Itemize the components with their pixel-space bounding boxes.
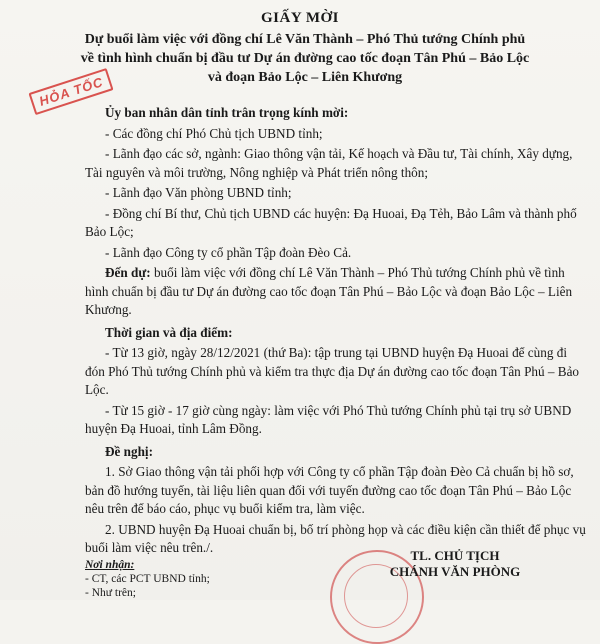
- signature-line: CHÁNH VĂN PHÒNG: [389, 564, 521, 579]
- den-du-label: Đến dự:: [105, 265, 151, 280]
- subtitle-line: về tình hình chuẩn bị đầu tư Dự án đường cao tốc đoạn Tân Phú – Bảo Lộc: [80, 51, 530, 66]
- request-item: 1. Sở Giao thông vận tải phối hợp với Công ty cổ phần Tập đoàn Đèo Cả chuẩn bị hồ sơ, bản đồ hướng tuyến, tài liệu liên quan đối với tuyến đường cao tốc đoạn Tân Phú – Bảo Lộc nêu trên để báo cáo, phục vụ buổi kiểm tra, làm việc.: [85, 464, 574, 516]
- urgent-stamp: HỎA TỐC: [28, 68, 114, 115]
- document-subtitle: [60, 30, 550, 87]
- document-title: GIẤY MỜI: [260, 10, 340, 26]
- recipient-item: - Như trên;: [85, 587, 136, 599]
- invitee-item: - Đồng chí Bí thư, Chủ tịch UBND các huyện: Đạ Huoai, Đạ Tẻh, Bảo Lâm và thành phố Bảo Lộc;: [85, 205, 577, 239]
- document-body: [85, 104, 590, 560]
- request-item: 2. UBND huyện Đạ Huoai chuẩn bị, bố trí phòng họp và các điều kiện cần thiết để phục vụ buổi làm việc nêu trên./.: [85, 521, 586, 555]
- invitee-item: - Lãnh đạo Công ty cổ phần Tập đoàn Đèo Cả.: [105, 244, 352, 260]
- den-du-text: buổi làm việc với đồng chí Lê Văn Thành – Phó Thủ tướng Chính phủ về tình hình chuẩn bị đầu tư Dự án đường cao tốc đoạn Tân Phú – Bảo Lộc và đoạn Bảo Lộc – Liên Khương.: [85, 265, 573, 317]
- recipients-block: [85, 558, 335, 600]
- den-du-paragraph: [85, 264, 590, 320]
- recipient-item: - CT, các PCT UBND tỉnh;: [85, 573, 210, 585]
- invitee-item: - Lãnh đạo các sở, ngành: Giao thông vận tải, Kế hoạch và Đầu tư, Tài chính, Xây dựng, Tài nguyên và môi trường, Nông nghiệp và Phát triển nông thôn;: [85, 146, 573, 180]
- invitee-item: - Lãnh đạo Văn phòng UBND tỉnh;: [105, 185, 292, 200]
- time-item: - Từ 15 giờ - 17 giờ cùng ngày: làm việc với Phó Thủ tướng Chính phủ tại trụ sở UBND huyện Đạ Huoai, tỉnh Lâm Đồng.: [85, 402, 572, 436]
- invite-intro: Ủy ban nhân dân tỉnh trân trọng kính mời:: [105, 105, 349, 120]
- invitee-item: - Các đồng chí Phó Chủ tịch UBND tỉnh;: [105, 125, 323, 141]
- subtitle-line: và đoạn Bảo Lộc – Liên Khương: [207, 70, 403, 85]
- signature-line: TL. CHỦ TỊCH: [410, 548, 500, 563]
- signature-block: [340, 548, 570, 580]
- time-item: - Từ 13 giờ, ngày 28/12/2021 (thứ Ba): tập trung tại UBND huyện Đạ Huoai để cùng đi đón Phó Thủ tướng Chính phủ và kiểm tra thực địa Dự án đường cao tốc đoạn Tân Phú – Bảo Lộc.: [85, 345, 580, 397]
- time-place-heading: Thời gian và địa điểm:: [105, 324, 233, 340]
- recipients-title: Nơi nhận:: [85, 559, 135, 571]
- request-heading: Đề nghị:: [105, 443, 153, 459]
- subtitle-line: Dự buổi làm việc với đồng chí Lê Văn Thành – Phó Thủ tướng Chính phủ: [84, 32, 526, 47]
